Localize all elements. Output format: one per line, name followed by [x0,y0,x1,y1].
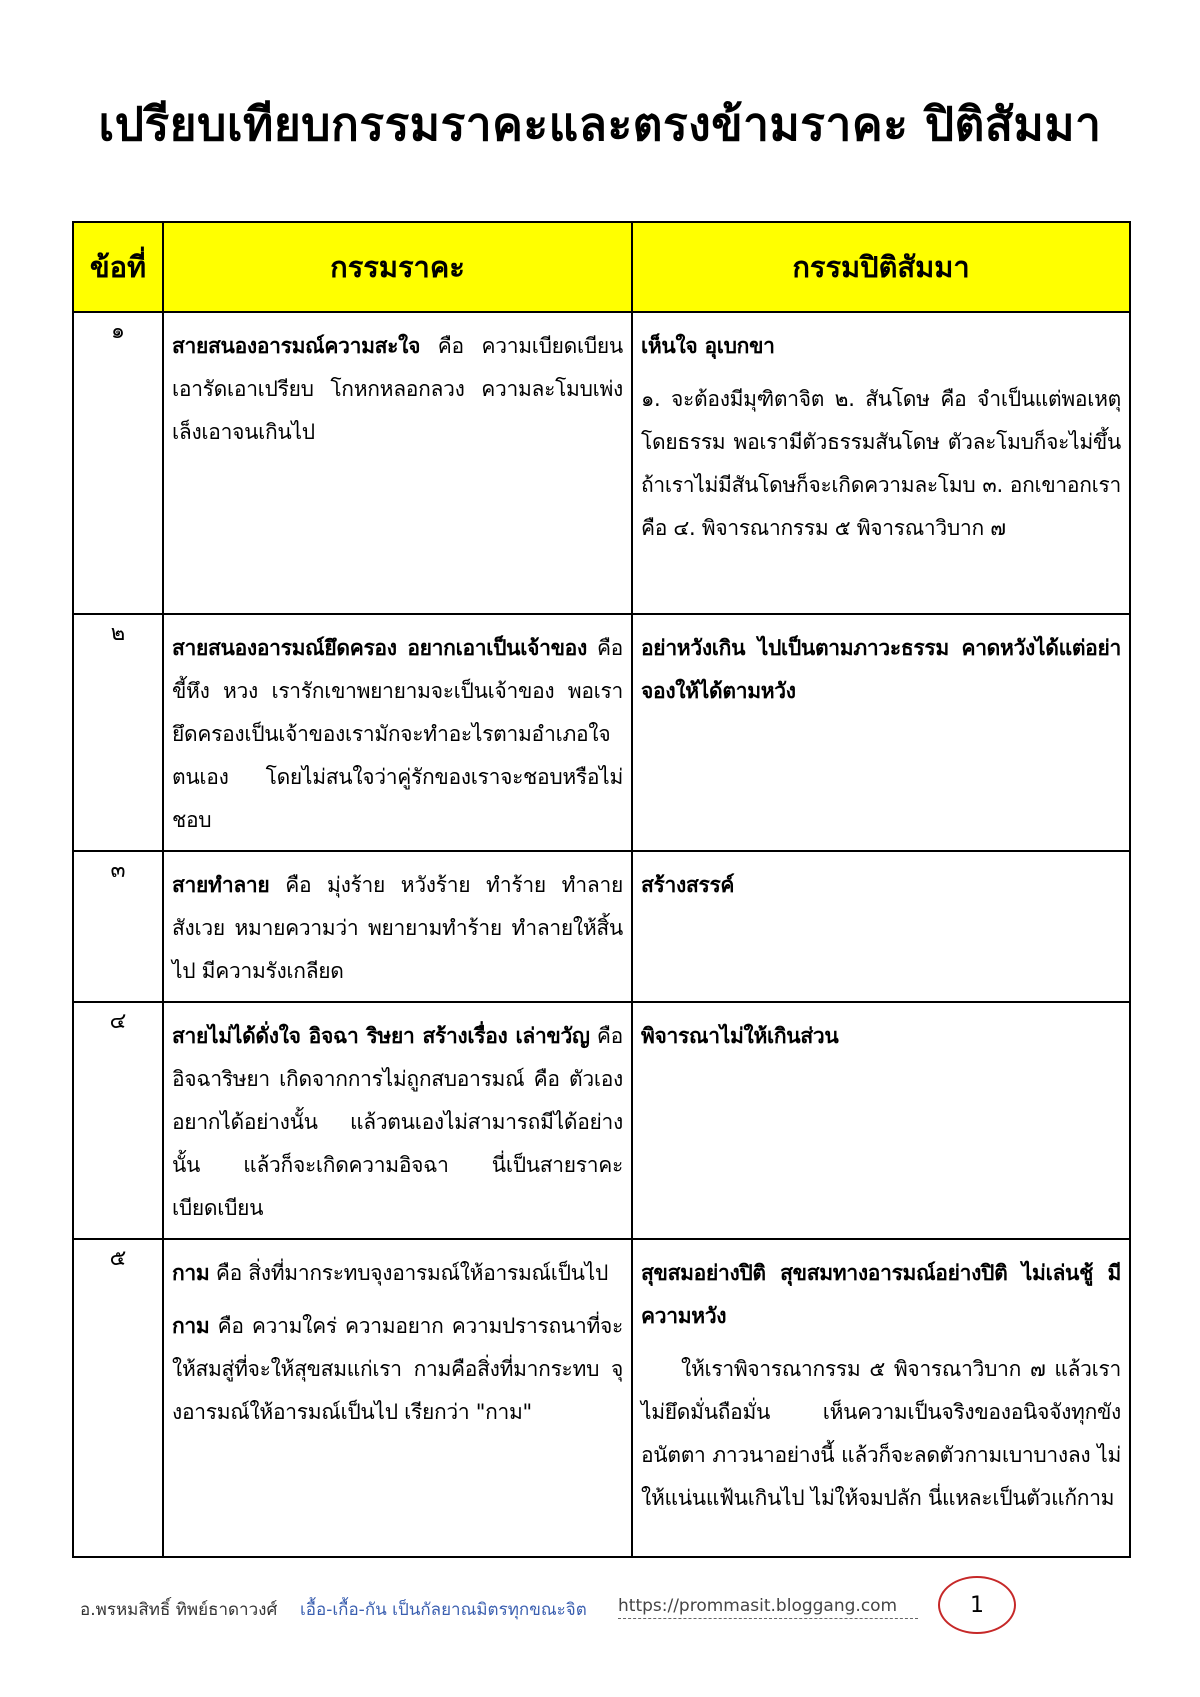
page-title: เปรียบเทียบกรรมราคะและตรงข้ามราคะ ปิติสัมมา [98,97,1102,151]
piti-heading: เห็นใจ อุเบกขา [641,334,775,358]
raka-text: คือ ความเบียดเบียน เอารัดเอาเปรียบ โกหกหลอกลวง ความละโมบเพ่งเล็งเอาจนเกินไป [172,334,623,444]
table-row [73,614,1130,851]
footer-url-link[interactable]: https://prommasit.bloggang.com [618,1596,918,1619]
raka-heading: สายทำลาย [172,873,270,897]
raka-text-2: คือ ความใคร่ ความอยาก ความปรารถนาที่จะให้สมสู่ที่จะให้สุขสมแก่เรา กามคือสิ่งที่มากระทบ จุงอารมณ์ให้อารมณ์เป็นไป เรียกว่า "กาม" [172,1314,623,1424]
raka-heading: สายไม่ได้ดั่งใจ อิจฉา ริษยา สร้างเรื่อง เล่าขวัญ [172,1024,590,1048]
raka-cell [163,614,632,851]
footer-author: อ.พรหมสิทธิ์ ทิพย์ธาดาวงศ์ [80,1600,278,1620]
row-number: ๒ [73,614,163,851]
piti-cell [632,614,1130,851]
piti-heading: สุขสมอย่างปิติ สุขสมทางอารมณ์อย่างปิติ ไม่เล่นชู้ มีความหวัง [641,1261,1121,1328]
comparison-table [72,221,1131,1558]
row-number: ๑ [73,312,163,614]
footer-motto: เอื้อ-เกื้อ-กัน เป็นกัลยาณมิตรทุกขณะจิต [300,1600,587,1620]
row-number: ๔ [73,1002,163,1239]
table-row [73,1239,1130,1557]
raka-cell [163,1002,632,1239]
table-row [73,851,1130,1002]
raka-text: คือ อิจฉาริษยา เกิดจากการไม่ถูกสบอารมณ์ คือ ตัวเองอยากได้อย่างนั้น แล้วตนเองไม่สามารถมีได้อย่างนั้น แล้วก็จะเกิดความอิจฉา นี่เป็นสายราคะ เบียดเบียน [172,1024,623,1220]
table-header-row [73,222,1130,312]
piti-text: ให้เราพิจารณากรรม ๕ พิจารณาวิบาก ๗ แล้วเราไม่ยึดมั่นถือมั่น เห็นความเป็นจริงของอนิจจังทุกขัง อนัตตา ภาวนาอย่างนี้ แล้วก็จะลดตัวกามเบาบางลง ไม่ให้แน่นแฟ้นเกินไป ไม่ให้จมปลัก นี่แหละเป็นตัวแก้กาม [641,1357,1121,1510]
raka-heading: กาม [172,1261,210,1285]
raka-cell [163,1239,632,1557]
raka-cell [163,851,632,1002]
piti-heading: สร้างสรรค์ [641,873,735,897]
raka-heading-2: กาม [172,1314,210,1338]
piti-cell [632,312,1130,614]
table-row [73,312,1130,614]
raka-cell [163,312,632,614]
row-number: ๕ [73,1239,163,1557]
raka-heading: สายสนองอารมณ์ความสะใจ [172,334,421,358]
raka-text: คือ มุ่งร้าย หวังร้าย ทำร้าย ทำลาย สังเวย หมายความว่า พยายามทำร้าย ทำลายให้สิ้นไป มีความรังเกลียด [172,873,623,983]
piti-heading: อย่าหวังเกิน ไปเป็นตามภาวะธรรม คาดหวังได้แต่อย่าจองให้ได้ตามหวัง [641,636,1121,703]
piti-cell [632,1002,1130,1239]
raka-heading: สายสนองอารมณ์ยึดครอง อยากเอาเป็นเจ้าของ [172,636,587,660]
piti-heading: พิจารณาไม่ให้เกินส่วน [641,1024,839,1048]
header-kamma-raka: กรรมราคะ [163,222,632,312]
page-number-badge [938,1576,1016,1634]
table-row [73,1002,1130,1239]
header-item-no: ข้อที่ [73,222,163,312]
piti-cell [632,1239,1130,1557]
raka-text: คือ ขี้หึง หวง เรารักเขาพยายามจะเป็นเจ้าของ พอเรายึดครองเป็นเจ้าของเรามักจะทำอะไรตามอำเภอใจตนเอง โดยไม่สนใจว่าคู่รักของเราจะชอบหรือไม่ชอบ [172,636,623,832]
page-number: 1 [970,1592,984,1618]
piti-text: ๑. จะต้องมีมุฑิตาจิต ๒. สันโดษ คือ จำเป็นแต่พอเหตุโดยธรรม พอเรามีตัวธรรมสันโดษ ตัวละโมบก็จะไม่ขึ้น ถ้าเราไม่มีสันโดษก็จะเกิดความละโมบ ๓. อกเขาอกเรา คือ ๔. พิจารณากรรม ๕ พิจารณาวิบาก ๗ [641,387,1121,540]
piti-cell [632,851,1130,1002]
header-kamma-piti-samma: กรรมปิติสัมมา [632,222,1130,312]
raka-text: คือ สิ่งที่มากระทบจุงอารมณ์ให้อารมณ์เป็นไป [209,1261,608,1285]
row-number: ๓ [73,851,163,1002]
